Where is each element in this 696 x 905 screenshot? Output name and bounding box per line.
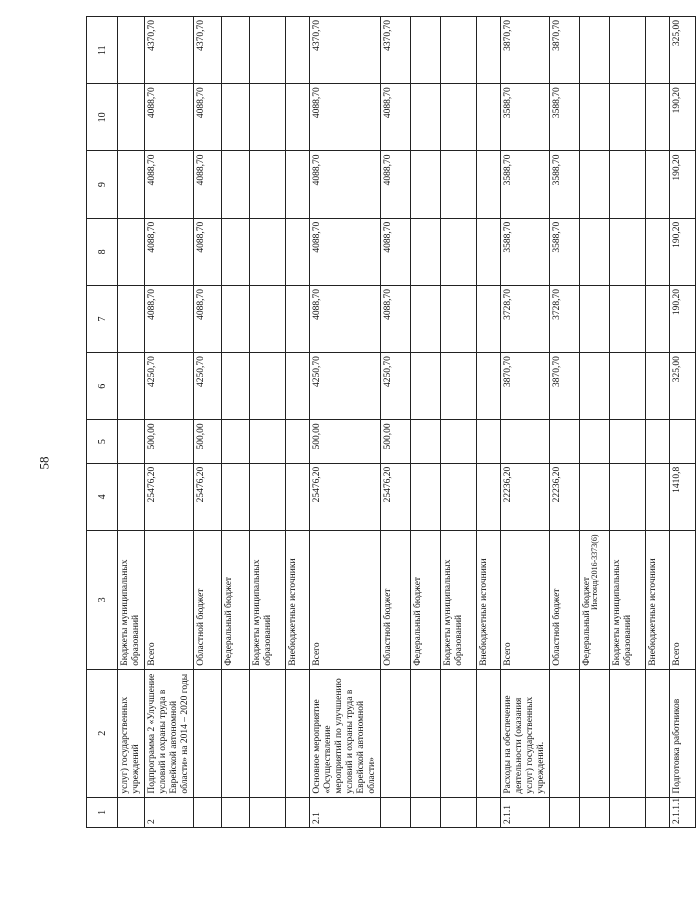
- amount-cell: 25476,20: [194, 463, 222, 530]
- amount-cell: [610, 84, 646, 151]
- item-name-cell: [477, 669, 501, 797]
- amount-cell: 325,00: [670, 17, 696, 84]
- amount-cell: [286, 151, 310, 218]
- amount-cell: [610, 420, 646, 463]
- funding-source-cell: Всего: [670, 530, 696, 669]
- amount-cell: [441, 17, 477, 84]
- amount-cell: [580, 353, 610, 420]
- amount-cell: 3588,70: [501, 218, 550, 285]
- table-row: [250, 17, 286, 828]
- item-name-cell: [441, 669, 477, 797]
- funding-source-cell: Внебюджетные источники: [286, 530, 310, 669]
- amount-cell: [646, 17, 670, 84]
- amount-cell: [610, 463, 646, 530]
- amount-cell: 4370,70: [381, 17, 411, 84]
- row-number-cell: [550, 797, 580, 827]
- amount-cell: 4088,70: [381, 151, 411, 218]
- amount-cell: [411, 463, 441, 530]
- funding-source-cell: Всего: [145, 530, 194, 669]
- amount-cell: 4088,70: [381, 84, 411, 151]
- amount-cell: 4088,70: [145, 285, 194, 352]
- amount-cell: 4088,70: [381, 285, 411, 352]
- amount-cell: [477, 151, 501, 218]
- amount-cell: [250, 84, 286, 151]
- funding-source-cell: Федеральный бюджет: [411, 530, 441, 669]
- amount-cell: [222, 420, 250, 463]
- column-header: 2: [87, 669, 118, 797]
- amount-cell: 4370,70: [194, 17, 222, 84]
- amount-cell: 3870,70: [550, 353, 580, 420]
- amount-cell: 4088,70: [194, 285, 222, 352]
- column-header: 6: [87, 353, 118, 420]
- amount-cell: [411, 420, 441, 463]
- amount-cell: [477, 463, 501, 530]
- amount-cell: 3588,70: [501, 84, 550, 151]
- table-row: [411, 17, 441, 828]
- amount-cell: [250, 463, 286, 530]
- table-row: [550, 17, 580, 828]
- amount-cell: [477, 84, 501, 151]
- amount-cell: 4088,70: [145, 218, 194, 285]
- column-header: 8: [87, 218, 118, 285]
- table-row: [381, 17, 411, 828]
- amount-cell: 4088,70: [310, 218, 381, 285]
- amount-cell: [441, 463, 477, 530]
- amount-cell: 4250,70: [145, 353, 194, 420]
- table-row: [310, 17, 381, 828]
- row-number-cell: [411, 797, 441, 827]
- amount-cell: 4250,70: [381, 353, 411, 420]
- amount-cell: [646, 84, 670, 151]
- amount-cell: [441, 218, 477, 285]
- table-row: [477, 17, 501, 828]
- amount-cell: [286, 84, 310, 151]
- row-number-cell: [286, 797, 310, 827]
- column-header: 3: [87, 530, 118, 669]
- amount-cell: 4088,70: [381, 218, 411, 285]
- funding-source-cell: Областной бюджет: [194, 530, 222, 669]
- item-name-cell: [411, 669, 441, 797]
- amount-cell: [646, 285, 670, 352]
- amount-cell: [118, 84, 145, 151]
- amount-cell: [250, 420, 286, 463]
- amount-cell: 4088,70: [194, 84, 222, 151]
- funding-source-cell: Бюджеты муниципальных образований: [610, 530, 646, 669]
- amount-cell: 1410,8: [670, 463, 696, 530]
- amount-cell: [222, 17, 250, 84]
- table-row: [222, 17, 250, 828]
- amount-cell: [222, 218, 250, 285]
- budget-table: [86, 16, 696, 828]
- table-row: [646, 17, 670, 828]
- funding-source-cell: Бюджеты муниципальных образований: [250, 530, 286, 669]
- amount-cell: [580, 17, 610, 84]
- amount-cell: 190,20: [670, 285, 696, 352]
- funding-source-cell: Бюджеты муниципальных образований: [441, 530, 477, 669]
- column-header: 10: [87, 84, 118, 151]
- table-row: [580, 17, 610, 828]
- footer-code: Инстонд/2016-3373(6): [590, 534, 599, 610]
- amount-cell: [286, 420, 310, 463]
- amount-cell: [118, 420, 145, 463]
- item-name-cell: [550, 669, 580, 797]
- amount-cell: 190,20: [670, 84, 696, 151]
- column-header: 9: [87, 151, 118, 218]
- item-name-cell: [194, 669, 222, 797]
- amount-cell: [441, 285, 477, 352]
- amount-cell: 500,00: [145, 420, 194, 463]
- item-name-cell: услуг) государственных учреждений: [118, 669, 145, 797]
- amount-cell: 3870,70: [550, 17, 580, 84]
- amount-cell: 500,00: [381, 420, 411, 463]
- column-header: 1: [87, 797, 118, 827]
- amount-cell: 4370,70: [145, 17, 194, 84]
- row-number-cell: [118, 797, 145, 827]
- amount-cell: 325,00: [670, 353, 696, 420]
- item-name-cell: [381, 669, 411, 797]
- item-name-cell: Подпрограмма 2 «Улучшение условий и охраны труда в Еврейской автономной области» на 2014 – 2020 годы: [145, 669, 194, 797]
- amount-cell: [411, 151, 441, 218]
- amount-cell: 500,00: [310, 420, 381, 463]
- amount-cell: [501, 420, 550, 463]
- amount-cell: [441, 420, 477, 463]
- row-number-cell: 2: [145, 797, 194, 827]
- amount-cell: 3588,70: [550, 218, 580, 285]
- amount-cell: 4088,70: [194, 151, 222, 218]
- amount-cell: [411, 353, 441, 420]
- funding-source-cell: Федеральный бюджет: [222, 530, 250, 669]
- amount-cell: [477, 353, 501, 420]
- amount-cell: 22236,20: [501, 463, 550, 530]
- amount-cell: 4088,70: [194, 218, 222, 285]
- row-number-cell: [441, 797, 477, 827]
- amount-cell: [411, 17, 441, 84]
- amount-cell: 3588,70: [501, 151, 550, 218]
- amount-cell: 4088,70: [310, 84, 381, 151]
- amount-cell: [250, 151, 286, 218]
- column-header: 7: [87, 285, 118, 352]
- amount-cell: [118, 463, 145, 530]
- funding-source-cell: Всего: [310, 530, 381, 669]
- amount-cell: [610, 218, 646, 285]
- amount-cell: 3588,70: [550, 84, 580, 151]
- row-number-cell: [250, 797, 286, 827]
- row-number-cell: [646, 797, 670, 827]
- column-header: 4: [87, 463, 118, 530]
- row-number-cell: [194, 797, 222, 827]
- amount-cell: [580, 463, 610, 530]
- amount-cell: [286, 218, 310, 285]
- row-number-cell: [222, 797, 250, 827]
- item-name-cell: Основное мероприятие «Осуществление мероприятий по улучшению условий и охраны труда в Еврейской автономной области»: [310, 669, 381, 797]
- item-name-cell: Расходы на обеспечение деятельности (оказания услуг) государственных учреждений.: [501, 669, 550, 797]
- amount-cell: 4088,70: [145, 84, 194, 151]
- amount-cell: [550, 420, 580, 463]
- amount-cell: 3728,70: [501, 285, 550, 352]
- amount-cell: [441, 353, 477, 420]
- column-header: 5: [87, 420, 118, 463]
- amount-cell: [411, 84, 441, 151]
- item-name-cell: [222, 669, 250, 797]
- amount-cell: 4088,70: [310, 285, 381, 352]
- amount-cell: 25476,20: [381, 463, 411, 530]
- amount-cell: [441, 84, 477, 151]
- amount-cell: 4370,70: [310, 17, 381, 84]
- item-name-cell: [250, 669, 286, 797]
- amount-cell: [646, 463, 670, 530]
- funding-source-cell: Всего: [501, 530, 550, 669]
- amount-cell: [222, 285, 250, 352]
- item-name-cell: [646, 669, 670, 797]
- amount-cell: [610, 285, 646, 352]
- amount-cell: [250, 285, 286, 352]
- amount-cell: [286, 463, 310, 530]
- amount-cell: [646, 218, 670, 285]
- amount-cell: [580, 218, 610, 285]
- header-row: [87, 17, 118, 828]
- amount-cell: [118, 285, 145, 352]
- row-number-cell: 2.1: [310, 797, 381, 827]
- amount-cell: [222, 151, 250, 218]
- amount-cell: 190,20: [670, 218, 696, 285]
- amount-cell: [118, 353, 145, 420]
- table-row: [145, 17, 194, 828]
- amount-cell: [670, 420, 696, 463]
- page-number: 58: [36, 456, 52, 470]
- amount-cell: [477, 218, 501, 285]
- amount-cell: 3728,70: [550, 285, 580, 352]
- amount-cell: 25476,20: [310, 463, 381, 530]
- column-header: 11: [87, 17, 118, 84]
- amount-cell: 4250,70: [310, 353, 381, 420]
- amount-cell: 3870,70: [501, 17, 550, 84]
- amount-cell: [646, 151, 670, 218]
- amount-cell: [286, 17, 310, 84]
- amount-cell: [286, 285, 310, 352]
- amount-cell: [411, 285, 441, 352]
- amount-cell: [222, 353, 250, 420]
- funding-source-cell: Областной бюджет: [550, 530, 580, 669]
- amount-cell: [477, 17, 501, 84]
- row-number-cell: [580, 797, 610, 827]
- table-row: [286, 17, 310, 828]
- amount-cell: 3588,70: [550, 151, 580, 218]
- amount-cell: [646, 353, 670, 420]
- amount-cell: 4250,70: [194, 353, 222, 420]
- amount-cell: [477, 420, 501, 463]
- amount-cell: 4088,70: [310, 151, 381, 218]
- table-row: [610, 17, 646, 828]
- amount-cell: [118, 151, 145, 218]
- row-number-cell: [381, 797, 411, 827]
- amount-cell: [286, 353, 310, 420]
- table-row: [194, 17, 222, 828]
- amount-cell: [411, 218, 441, 285]
- amount-cell: [250, 353, 286, 420]
- amount-cell: [441, 151, 477, 218]
- amount-cell: [222, 463, 250, 530]
- amount-cell: [477, 285, 501, 352]
- funding-source-cell: Внебюджетные источники: [477, 530, 501, 669]
- table-row: [501, 17, 550, 828]
- funding-source-cell: Бюджеты муниципальных образований: [118, 530, 145, 669]
- amount-cell: [610, 17, 646, 84]
- item-name-cell: [610, 669, 646, 797]
- funding-source-cell: Областной бюджет: [381, 530, 411, 669]
- amount-cell: [580, 151, 610, 218]
- amount-cell: [580, 285, 610, 352]
- row-number-cell: 2.1.1.1: [670, 797, 696, 827]
- item-name-cell: [286, 669, 310, 797]
- row-number-cell: [477, 797, 501, 827]
- amount-cell: 190,20: [670, 151, 696, 218]
- amount-cell: [250, 17, 286, 84]
- funding-source-cell: Внебюджетные источники: [646, 530, 670, 669]
- amount-cell: [646, 420, 670, 463]
- amount-cell: [580, 84, 610, 151]
- amount-cell: 3870,70: [501, 353, 550, 420]
- amount-cell: [118, 218, 145, 285]
- amount-cell: 4088,70: [145, 151, 194, 218]
- item-name-cell: [580, 669, 610, 797]
- amount-cell: [250, 218, 286, 285]
- table-row: [118, 17, 145, 828]
- amount-cell: [118, 17, 145, 84]
- table-row: [670, 17, 696, 828]
- row-number-cell: 2.1.1: [501, 797, 550, 827]
- amount-cell: 500,00: [194, 420, 222, 463]
- amount-cell: [580, 420, 610, 463]
- funding-source-cell: Федеральный бюджет: [580, 530, 610, 669]
- item-name-cell: Подготовка работников: [670, 669, 696, 797]
- amount-cell: [610, 151, 646, 218]
- table-row: [441, 17, 477, 828]
- amount-cell: 22236,20: [550, 463, 580, 530]
- amount-cell: [610, 353, 646, 420]
- row-number-cell: [610, 797, 646, 827]
- amount-cell: 25476,20: [145, 463, 194, 530]
- amount-cell: [222, 84, 250, 151]
